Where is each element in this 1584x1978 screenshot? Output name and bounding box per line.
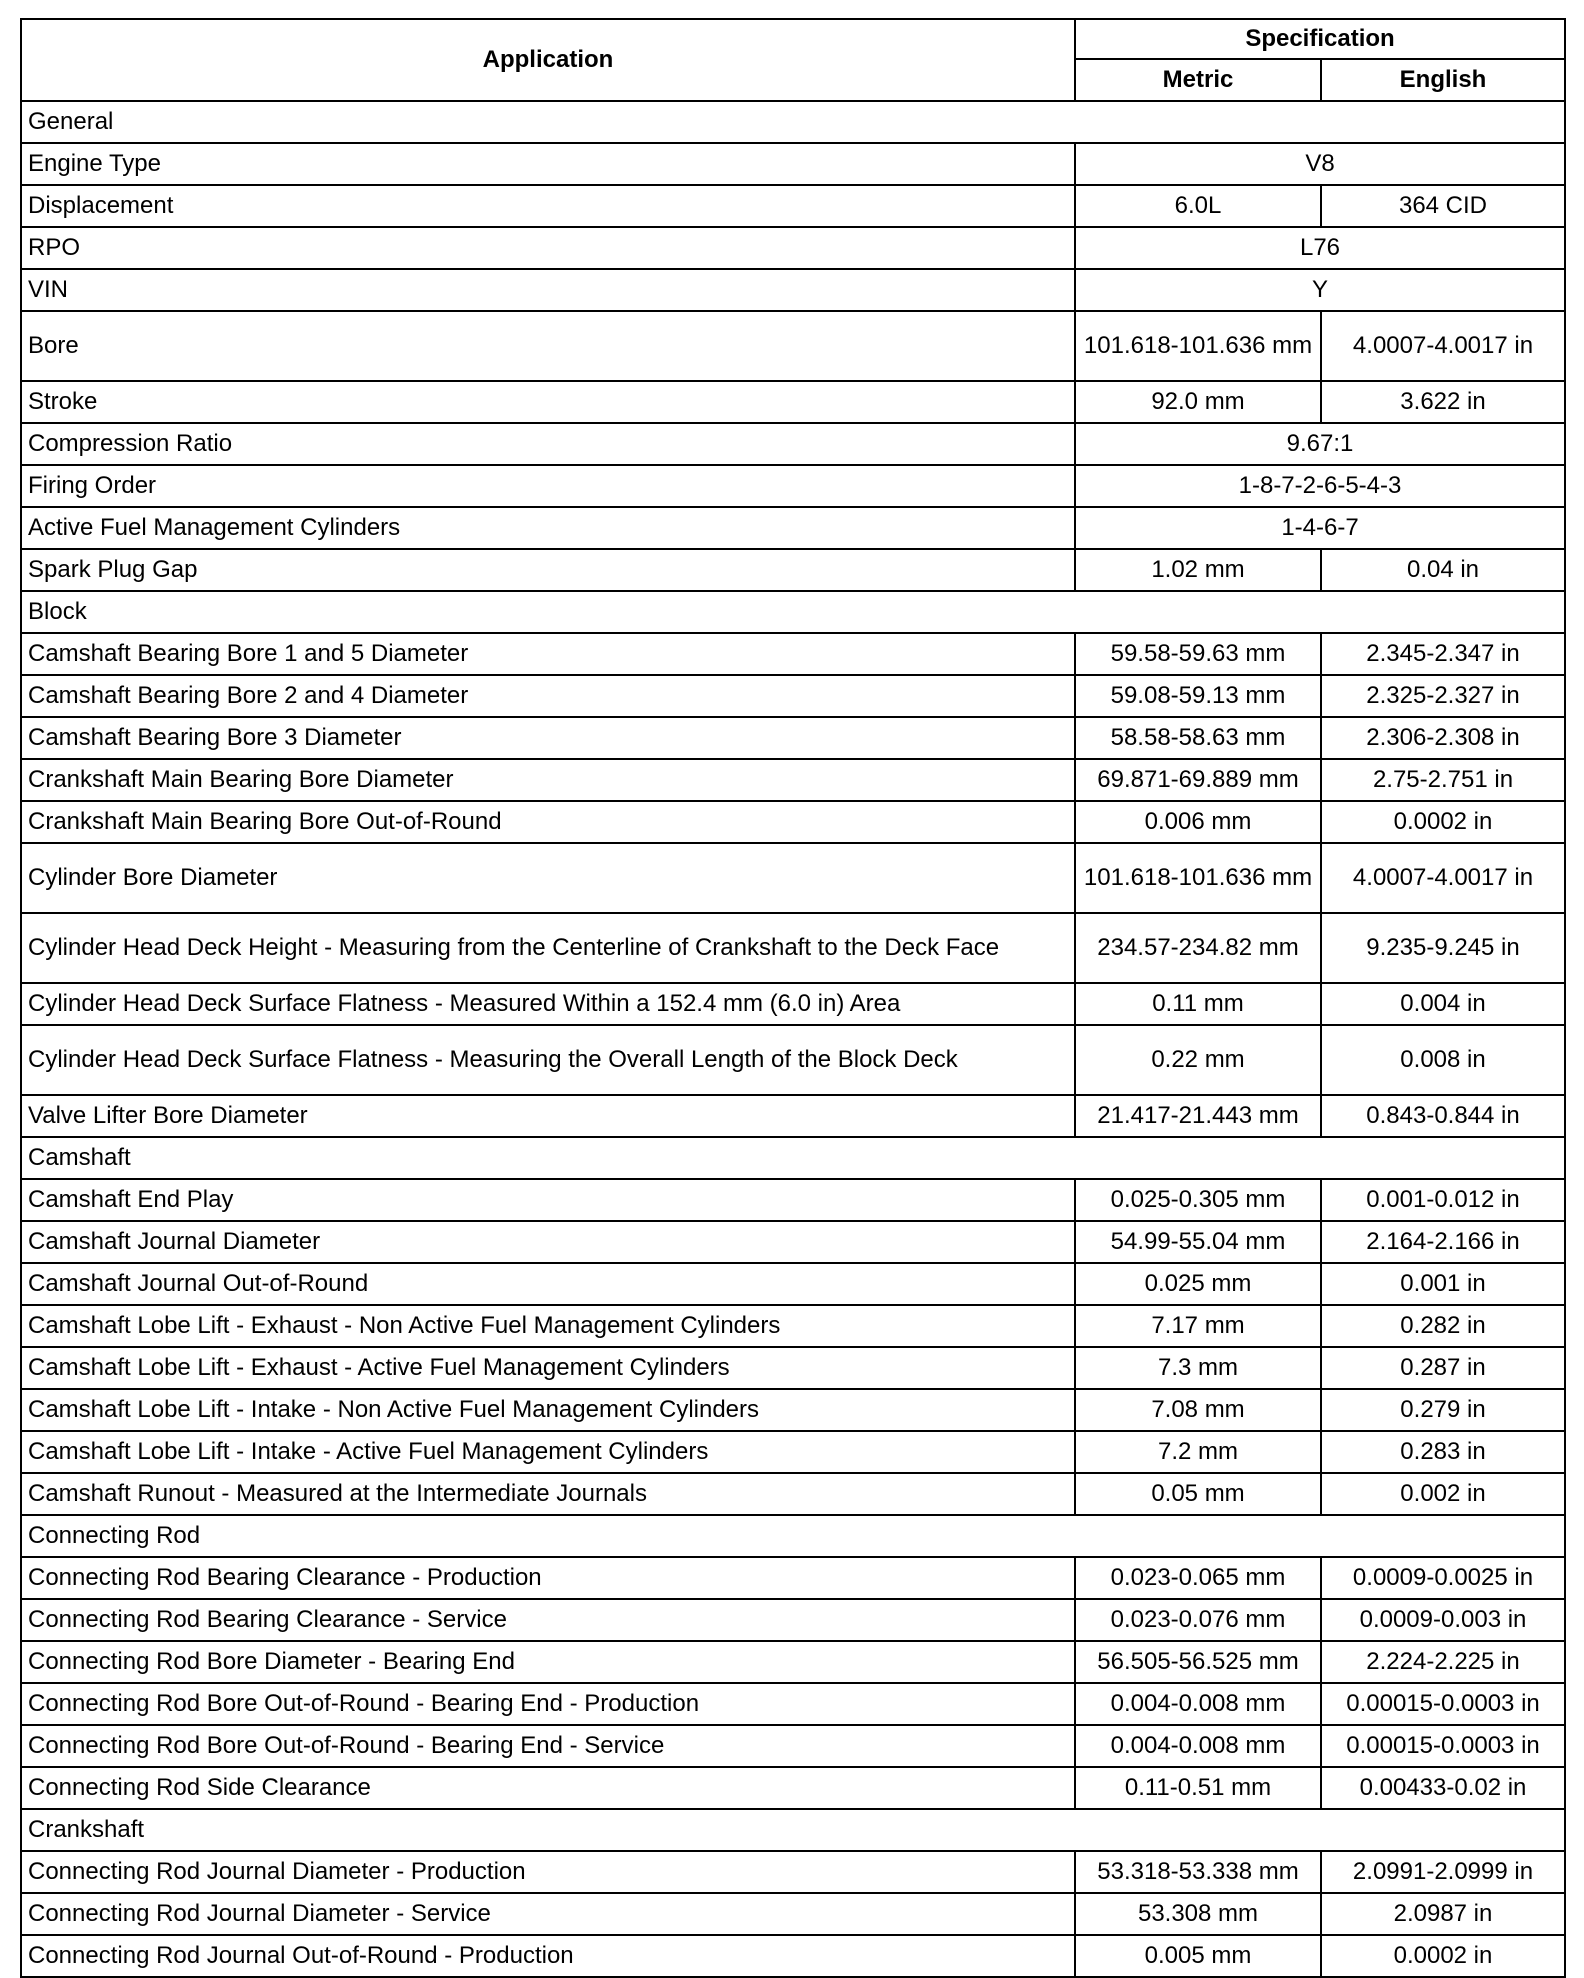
specification-cell: 1-4-6-7 xyxy=(1075,507,1565,549)
application-cell: Camshaft Lobe Lift - Exhaust - Active Fuel Management Cylinders xyxy=(21,1347,1075,1389)
table-row xyxy=(21,633,1565,675)
application-cell: Cylinder Head Deck Height - Measuring from the Centerline of Crankshaft to the Deck Face xyxy=(21,913,1075,983)
specification-cell: 9.67:1 xyxy=(1075,423,1565,465)
table-row xyxy=(21,1179,1565,1221)
english-cell: 0.843-0.844 in xyxy=(1321,1095,1565,1137)
english-cell: 2.0987 in xyxy=(1321,1893,1565,1935)
section-row xyxy=(21,1809,1565,1851)
metric-cell: 7.08 mm xyxy=(1075,1389,1321,1431)
table-row xyxy=(21,1767,1565,1809)
english-cell: 0.001-0.012 in xyxy=(1321,1179,1565,1221)
table-row xyxy=(21,227,1565,269)
table-row xyxy=(21,549,1565,591)
metric-cell: 1.02 mm xyxy=(1075,549,1321,591)
english-cell: 0.283 in xyxy=(1321,1431,1565,1473)
english-cell: 364 CID xyxy=(1321,185,1565,227)
metric-cell: 0.025-0.305 mm xyxy=(1075,1179,1321,1221)
table-row xyxy=(21,1473,1565,1515)
application-cell: Valve Lifter Bore Diameter xyxy=(21,1095,1075,1137)
application-cell: Active Fuel Management Cylinders xyxy=(21,507,1075,549)
table-row xyxy=(21,1095,1565,1137)
english-header: English xyxy=(1321,59,1565,101)
english-cell: 0.00015-0.0003 in xyxy=(1321,1683,1565,1725)
table-row xyxy=(21,1683,1565,1725)
metric-cell: 0.22 mm xyxy=(1075,1025,1321,1095)
metric-cell: 54.99-55.04 mm xyxy=(1075,1221,1321,1263)
application-cell: RPO xyxy=(21,227,1075,269)
metric-cell: 0.05 mm xyxy=(1075,1473,1321,1515)
application-cell: Connecting Rod Bore Out-of-Round - Bearing End - Production xyxy=(21,1683,1075,1725)
engine-spec-table xyxy=(20,18,1566,1978)
english-cell: 2.164-2.166 in xyxy=(1321,1221,1565,1263)
metric-cell: 0.004-0.008 mm xyxy=(1075,1725,1321,1767)
metric-cell: 6.0L xyxy=(1075,185,1321,227)
metric-cell: 0.11 mm xyxy=(1075,983,1321,1025)
application-cell: Cylinder Bore Diameter xyxy=(21,843,1075,913)
application-cell: Connecting Rod Bearing Clearance - Production xyxy=(21,1557,1075,1599)
table-row xyxy=(21,269,1565,311)
metric-cell: 0.11-0.51 mm xyxy=(1075,1767,1321,1809)
english-cell: 0.001 in xyxy=(1321,1263,1565,1305)
specification-cell: Y xyxy=(1075,269,1565,311)
application-cell: Camshaft Lobe Lift - Intake - Non Active Fuel Management Cylinders xyxy=(21,1389,1075,1431)
metric-cell: 0.004-0.008 mm xyxy=(1075,1683,1321,1725)
table-row xyxy=(21,1389,1565,1431)
application-cell: VIN xyxy=(21,269,1075,311)
metric-cell: 53.308 mm xyxy=(1075,1893,1321,1935)
table-row xyxy=(21,717,1565,759)
english-cell: 0.0002 in xyxy=(1321,1935,1565,1977)
table-row xyxy=(21,1725,1565,1767)
application-cell: Firing Order xyxy=(21,465,1075,507)
application-cell: Crankshaft Main Bearing Bore Diameter xyxy=(21,759,1075,801)
section-title: Block xyxy=(21,591,1565,633)
application-cell: Stroke xyxy=(21,381,1075,423)
application-cell: Connecting Rod Side Clearance xyxy=(21,1767,1075,1809)
application-cell: Camshaft Bearing Bore 2 and 4 Diameter xyxy=(21,675,1075,717)
table-row xyxy=(21,1347,1565,1389)
application-cell: Camshaft Bearing Bore 1 and 5 Diameter xyxy=(21,633,1075,675)
section-title: Crankshaft xyxy=(21,1809,1565,1851)
application-cell: Connecting Rod Bearing Clearance - Service xyxy=(21,1599,1075,1641)
application-cell: Cylinder Head Deck Surface Flatness - Measured Within a 152.4 mm (6.0 in) Area xyxy=(21,983,1075,1025)
application-cell: Connecting Rod Bore Out-of-Round - Bearing End - Service xyxy=(21,1725,1075,1767)
english-cell: 0.279 in xyxy=(1321,1389,1565,1431)
application-cell: Crankshaft Main Bearing Bore Out-of-Round xyxy=(21,801,1075,843)
table-row xyxy=(21,983,1565,1025)
table-row xyxy=(21,1305,1565,1347)
table-row xyxy=(21,913,1565,983)
metric-cell: 0.023-0.065 mm xyxy=(1075,1557,1321,1599)
metric-cell: 0.005 mm xyxy=(1075,1935,1321,1977)
english-cell: 2.345-2.347 in xyxy=(1321,633,1565,675)
table-row xyxy=(21,1431,1565,1473)
application-header: Application xyxy=(21,19,1075,101)
metric-cell: 58.58-58.63 mm xyxy=(1075,717,1321,759)
application-cell: Connecting Rod Bore Diameter - Bearing End xyxy=(21,1641,1075,1683)
table-row xyxy=(21,311,1565,381)
specification-header: Specification xyxy=(1075,19,1565,59)
section-title: General xyxy=(21,101,1565,143)
section-row xyxy=(21,101,1565,143)
application-cell: Camshaft Journal Diameter xyxy=(21,1221,1075,1263)
application-cell: Connecting Rod Journal Out-of-Round - Production xyxy=(21,1935,1075,1977)
english-cell: 2.224-2.225 in xyxy=(1321,1641,1565,1683)
table-row xyxy=(21,1221,1565,1263)
application-cell: Displacement xyxy=(21,185,1075,227)
table-row xyxy=(21,1851,1565,1893)
application-cell: Camshaft Lobe Lift - Exhaust - Non Active Fuel Management Cylinders xyxy=(21,1305,1075,1347)
metric-cell: 92.0 mm xyxy=(1075,381,1321,423)
english-cell: 2.0991-2.0999 in xyxy=(1321,1851,1565,1893)
section-row xyxy=(21,1515,1565,1557)
table-row xyxy=(21,1025,1565,1095)
table-row xyxy=(21,423,1565,465)
spec-table-body xyxy=(21,101,1565,1977)
english-cell: 0.00433-0.02 in xyxy=(1321,1767,1565,1809)
table-row xyxy=(21,143,1565,185)
metric-cell: 234.57-234.82 mm xyxy=(1075,913,1321,983)
metric-cell: 101.618-101.636 mm xyxy=(1075,311,1321,381)
metric-cell: 0.025 mm xyxy=(1075,1263,1321,1305)
english-cell: 9.235-9.245 in xyxy=(1321,913,1565,983)
application-cell: Camshaft Bearing Bore 3 Diameter xyxy=(21,717,1075,759)
table-row xyxy=(21,759,1565,801)
metric-cell: 69.871-69.889 mm xyxy=(1075,759,1321,801)
english-cell: 0.00015-0.0003 in xyxy=(1321,1725,1565,1767)
application-cell: Spark Plug Gap xyxy=(21,549,1075,591)
english-cell: 2.75-2.751 in xyxy=(1321,759,1565,801)
table-row xyxy=(21,465,1565,507)
application-cell: Camshaft Journal Out-of-Round xyxy=(21,1263,1075,1305)
metric-cell: 7.3 mm xyxy=(1075,1347,1321,1389)
metric-cell: 53.318-53.338 mm xyxy=(1075,1851,1321,1893)
section-title: Camshaft xyxy=(21,1137,1565,1179)
english-cell: 2.306-2.308 in xyxy=(1321,717,1565,759)
metric-cell: 56.505-56.525 mm xyxy=(1075,1641,1321,1683)
section-row xyxy=(21,591,1565,633)
application-cell: Compression Ratio xyxy=(21,423,1075,465)
table-row xyxy=(21,1935,1565,1977)
english-cell: 0.0009-0.0025 in xyxy=(1321,1557,1565,1599)
english-cell: 0.282 in xyxy=(1321,1305,1565,1347)
english-cell: 0.04 in xyxy=(1321,549,1565,591)
english-cell: 2.325-2.327 in xyxy=(1321,675,1565,717)
metric-cell: 101.618-101.636 mm xyxy=(1075,843,1321,913)
application-cell: Cylinder Head Deck Surface Flatness - Measuring the Overall Length of the Block Deck xyxy=(21,1025,1075,1095)
metric-cell: 0.023-0.076 mm xyxy=(1075,1599,1321,1641)
application-cell: Camshaft Runout - Measured at the Intermediate Journals xyxy=(21,1473,1075,1515)
table-row xyxy=(21,507,1565,549)
table-row xyxy=(21,381,1565,423)
table-row xyxy=(21,1557,1565,1599)
english-cell: 4.0007-4.0017 in xyxy=(1321,843,1565,913)
application-cell: Camshaft End Play xyxy=(21,1179,1075,1221)
table-row xyxy=(21,1893,1565,1935)
table-row xyxy=(21,185,1565,227)
metric-header: Metric xyxy=(1075,59,1321,101)
metric-cell: 7.17 mm xyxy=(1075,1305,1321,1347)
english-cell: 3.622 in xyxy=(1321,381,1565,423)
english-cell: 0.0002 in xyxy=(1321,801,1565,843)
table-row xyxy=(21,801,1565,843)
metric-cell: 59.58-59.63 mm xyxy=(1075,633,1321,675)
application-cell: Connecting Rod Journal Diameter - Service xyxy=(21,1893,1075,1935)
metric-cell: 21.417-21.443 mm xyxy=(1075,1095,1321,1137)
english-cell: 0.287 in xyxy=(1321,1347,1565,1389)
table-row xyxy=(21,675,1565,717)
application-cell: Connecting Rod Journal Diameter - Production xyxy=(21,1851,1075,1893)
application-cell: Bore xyxy=(21,311,1075,381)
section-title: Connecting Rod xyxy=(21,1515,1565,1557)
english-cell: 0.0009-0.003 in xyxy=(1321,1599,1565,1641)
english-cell: 4.0007-4.0017 in xyxy=(1321,311,1565,381)
application-cell: Engine Type xyxy=(21,143,1075,185)
specification-cell: L76 xyxy=(1075,227,1565,269)
application-cell: Camshaft Lobe Lift - Intake - Active Fuel Management Cylinders xyxy=(21,1431,1075,1473)
specification-cell: 1-8-7-2-6-5-4-3 xyxy=(1075,465,1565,507)
metric-cell: 7.2 mm xyxy=(1075,1431,1321,1473)
table-row xyxy=(21,843,1565,913)
table-row xyxy=(21,1641,1565,1683)
metric-cell: 0.006 mm xyxy=(1075,801,1321,843)
metric-cell: 59.08-59.13 mm xyxy=(1075,675,1321,717)
english-cell: 0.004 in xyxy=(1321,983,1565,1025)
table-row xyxy=(21,1599,1565,1641)
specification-cell: V8 xyxy=(1075,143,1565,185)
english-cell: 0.008 in xyxy=(1321,1025,1565,1095)
english-cell: 0.002 in xyxy=(1321,1473,1565,1515)
section-row xyxy=(21,1137,1565,1179)
table-row xyxy=(21,1263,1565,1305)
